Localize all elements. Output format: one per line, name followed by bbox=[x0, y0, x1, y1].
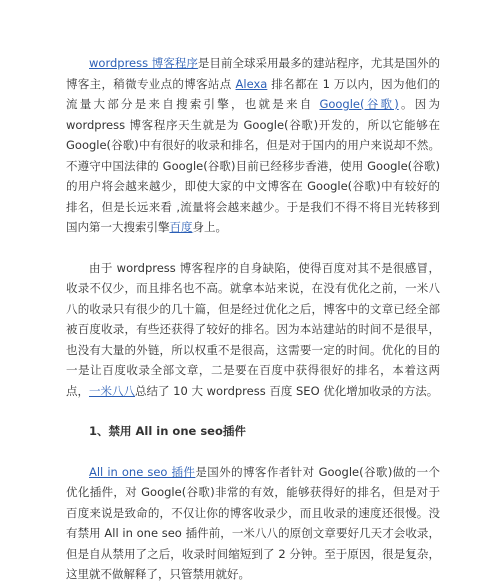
section-heading: 1、禁用 All in one seo插件 bbox=[89, 424, 246, 438]
baidu-link[interactable]: 百度 bbox=[169, 220, 193, 234]
paragraph-text: 是目前全球采用最多的建站程序，尤其是国外的博客主，稍微专业点的博客站点 bbox=[66, 56, 440, 91]
paragraph-text: 由于 wordpress 博客程序的自身缺陷，使得百度对其不是很感冒，收录不仅少，而且排名也不高。就拿本站来说，在没有优化之前，一米八八的收录只有很少的几十篇，但是经过优化之后，博客中的文章已经全部被百度收录，有些还获得了较好的排名。因为本站建站的时间不是很早，也没有大量的外链，所以权重不是很高，这需要一定的时间。优化的目的一是让百度收录全部文章，二是要在百度中获得很好的排名，本着这两点， bbox=[66, 260, 440, 398]
google-link[interactable]: Google(谷歌) bbox=[319, 97, 399, 111]
alexa-link[interactable]: Alexa bbox=[235, 76, 268, 91]
yimibaba-link[interactable]: 一米八八 bbox=[89, 383, 135, 398]
paragraph-text: 排名都在 1 万以内，因为他们的流量大部分是来自搜索引擎，也就是来自 bbox=[66, 76, 440, 111]
wordpress-link[interactable]: wordpress 博客程序 bbox=[89, 56, 198, 70]
paragraph-text: 身上。 bbox=[192, 220, 227, 234]
paragraph-optimization bbox=[66, 258, 440, 402]
all-in-one-seo-link[interactable]: All in one seo 插件 bbox=[89, 464, 196, 479]
paragraph-text: 总结了 10 大 wordpress 百度 SEO 优化增加收录的方法。 bbox=[135, 383, 439, 398]
paragraph-text: 是国外的博客作者针对 Google(谷歌)做的一个优化插件，对 Google(谷歌)非常的有效，能够获得好的排名，但是对于百度来说是致命的，不仅让你的博客收录少，而且收录的速度还很慢。没有禁用 All in one seo 插件前，一米八八的原创文章要好几天才会收录，但是自从禁用了之后，收录时间缩短到了 2 分钟。至于原因，很是复杂，这里就不做解释了，只管禁用就好。 bbox=[66, 464, 440, 581]
paragraph-intro bbox=[66, 53, 440, 238]
paragraph-text: 。因为 wordpress 博客程序天生就是为 Google(谷歌)开发的，所以它能够在 Google(谷歌)中有很好的收录和排名，但是对于国内的用户来说却不然。不遵守中国法律的 Google(谷歌)目前已经移步香港，使用 Google(谷歌)的用户将会越来越少，即使大家的中文博客在 Google(谷歌)中有较好的排名，但是长远来看 ,流量将会越来越少。于是我们不得不将目光转移到国内第一大搜索引擎 bbox=[66, 97, 441, 234]
paragraph-seo-plugin bbox=[66, 462, 440, 585]
